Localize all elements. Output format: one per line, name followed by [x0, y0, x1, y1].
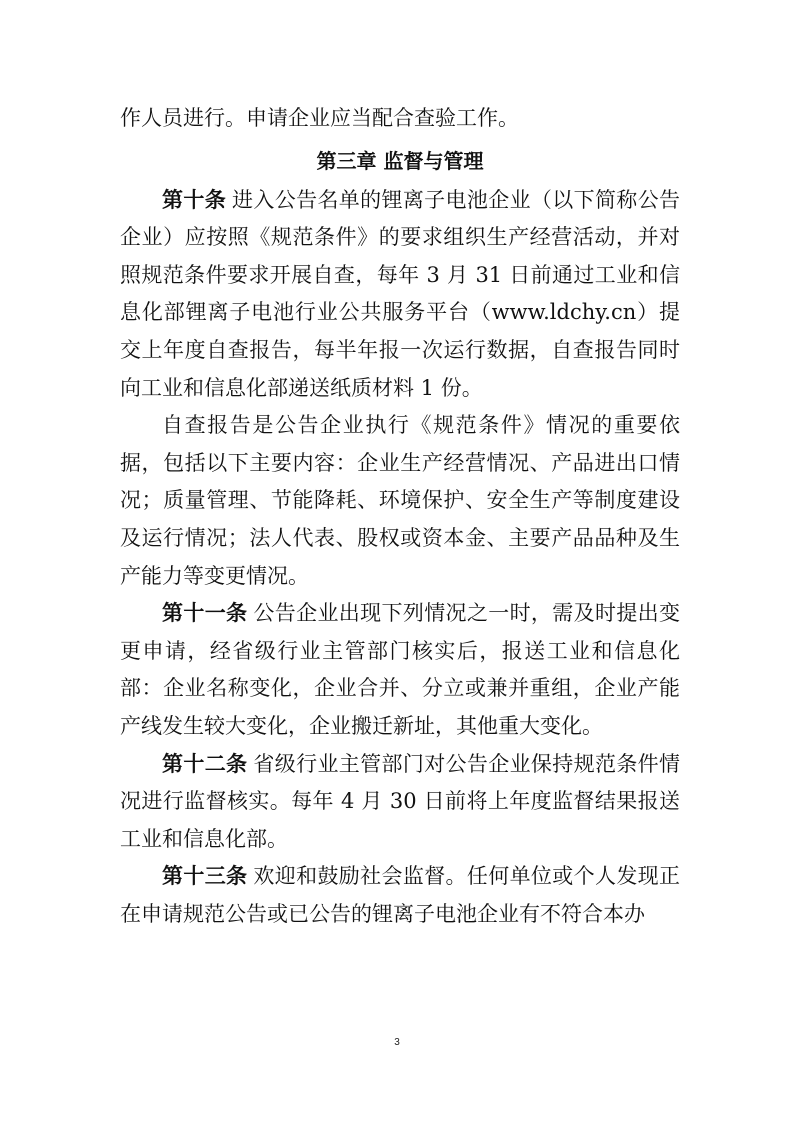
article-12-text: 省级行业主管部门对公告企业保持规范条件情况进行监督核实。每年 4 月 30 日前将上年度监督结果报送工业和信息化部。 [120, 751, 681, 851]
article-11-label: 第十一条 [162, 601, 248, 626]
article-10-paragraph-2: 自查报告是公告企业执行《规范条件》情况的重要依据，包括以下主要内容：企业生产经营情况、产品进出口情况；质量管理、节能降耗、环境保护、安全生产等制度建设及运行情况；法人代表、股权或资本金、主要产品品种及生产能力等变更情况。 [120, 413, 680, 588]
article-10-label: 第十条 [162, 187, 227, 212]
article-13-text: 欢迎和鼓励社会监督。任何单位或个人发现正在申请规范公告或已公告的锂离子电池企业有不符合本办 [120, 864, 681, 926]
article-12-label: 第十二条 [162, 751, 248, 776]
article-13-paragraph [120, 858, 680, 933]
document-page [120, 100, 680, 933]
article-13-label: 第十三条 [162, 864, 248, 889]
article-10-paragraph [120, 182, 680, 408]
chapter-title: 第三章 监督与管理 [316, 148, 484, 173]
article-11-paragraph [120, 595, 680, 745]
page-number: 3 [394, 1037, 400, 1048]
article-12-paragraph [120, 746, 680, 859]
opening-paragraph: 作人员进行。申请企业应当配合查验工作。 [120, 106, 519, 130]
article-10-text: 进入公告名单的锂离子电池企业（以下简称公告企业）应按照《规范条件》的要求组织生产经营活动，并对照规范条件要求开展自查，每年 3 月 31 日前通过工业和信息化部锂离子电池行业公共服务平台（www.ldchy.cn）提交上年度自查报告，每半年报一次运行数据，自查报告同时向工业和信息化部递送纸质材料 1 份。 [120, 187, 681, 400]
article-11-text: 公告企业出现下列情况之一时，需及时提出变更申请，经省级行业主管部门核实后，报送工业和信息化部：企业名称变化，企业合并、分立或兼并重组，企业产能产线发生较大变化，企业搬迁新址，其他重大变化。 [120, 601, 681, 738]
